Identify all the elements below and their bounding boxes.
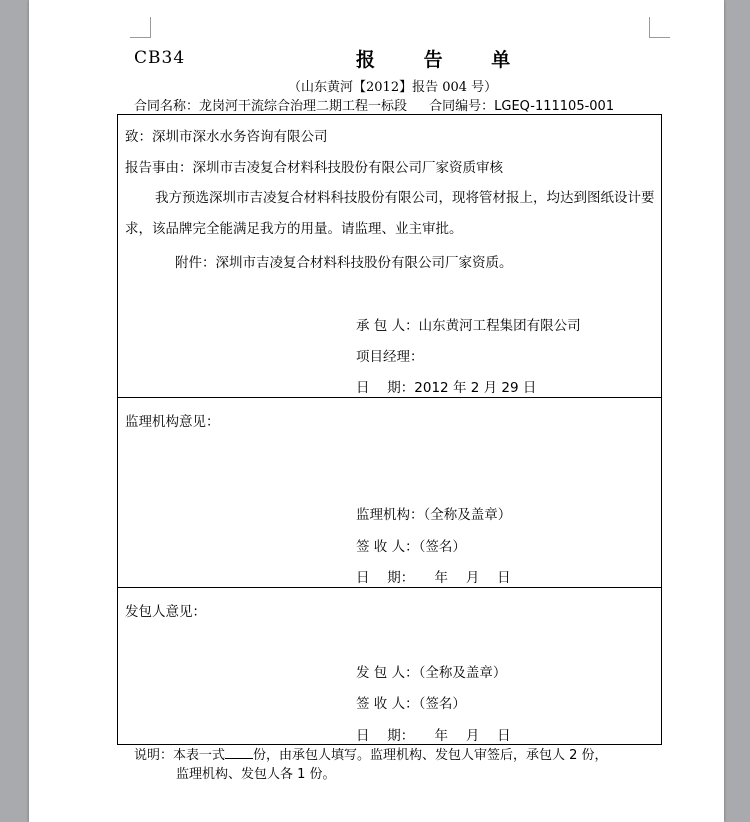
document-title: 报 告 单 [356,49,532,71]
crop-mark-top-right [649,17,670,38]
attachment: 附件：深圳市吉凌复合材料科技股份有限公司厂家资质。 [175,255,513,271]
contractor: 承 包 人：山东黄河工程集团有限公司 [356,318,581,334]
supervision-org: 监理机构：（全称及盖章） [356,507,512,523]
crop-mark-top-left [130,17,151,38]
copies-blank [225,746,253,759]
supervision-heading: 监理机构意见： [125,414,220,430]
report-section [118,115,662,398]
footnote-prefix: 说明：本表一式 [134,748,226,763]
report-reference: （山东黄河【2012】报告 004 号） [288,80,498,95]
report-date: 日 期：2012 年 2 月 29 日 [356,380,537,396]
contract-name: 合同名称：龙岗河干流综合治理二期工程一标段 [134,99,408,114]
supervision-date: 日 期： 年 月 日 [356,570,511,586]
supervision-section [118,398,662,588]
footnote-line-2: 监理机构、发包人各 1 份。 [176,767,336,782]
contract-number: 合同编号：LGEQ-111105-001 [429,99,615,114]
project-manager: 项目经理： [356,349,424,365]
footnote-suffix: 份，由承包人填写。监理机构、发包人审签后，承包人 2 份， [253,748,608,763]
employer-date: 日 期： 年 月 日 [356,728,511,744]
addressee: 致：深圳市深水水务咨询有限公司 [125,129,328,145]
footnote-line-1 [134,744,608,763]
report-body: 我方预选深圳市吉凌复合材料科技股份有限公司，现将管材报上，均达到图纸设计要求，该品牌完全能满足我方的用量。请监理、业主审批。 [125,190,655,237]
employer-heading: 发包人意见： [125,604,206,620]
report-form-table [117,114,662,745]
supervision-receiver: 签 收 人：（签名） [356,539,466,555]
employer-org: 发 包 人：（全称及盖章） [356,665,507,681]
form-code: CB34 [134,48,186,68]
employer-receiver: 签 收 人：（签名） [356,696,466,712]
employer-section [118,588,662,745]
contract-line [134,95,614,114]
report-subject: 报告事由：深圳市吉凌复合材料科技股份有限公司厂家资质审核 [125,160,503,176]
